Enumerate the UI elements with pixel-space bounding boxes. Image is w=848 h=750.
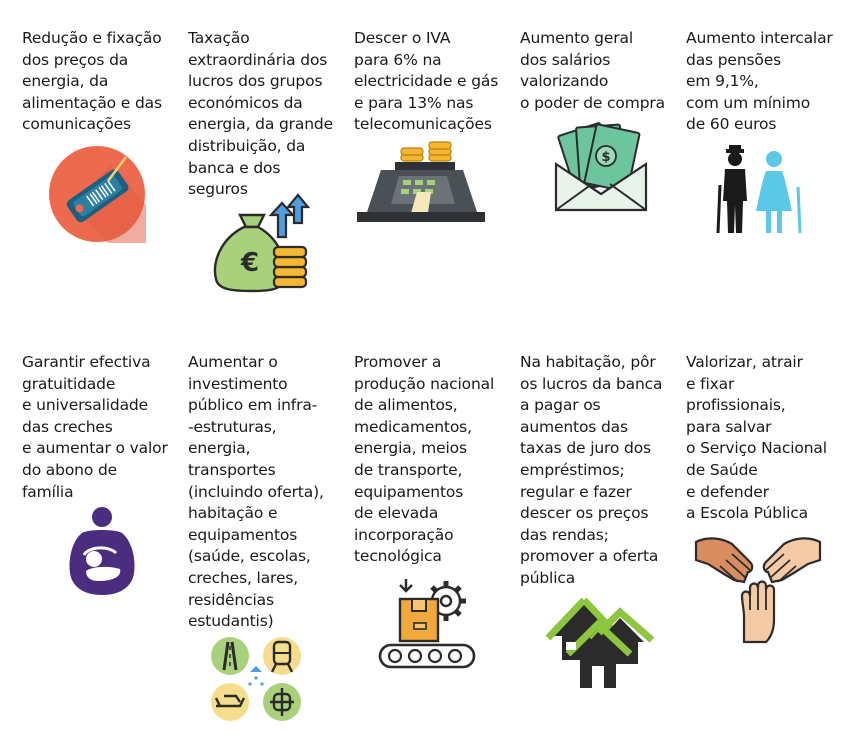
measure-text: Valorizar, atrair e fixar profissionais, para salvar o Serviço Nacional de Saúde e defender a Escola Pública bbox=[686, 353, 827, 523]
production-conveyor-icon bbox=[378, 575, 476, 671]
elderly-couple-icon bbox=[716, 145, 808, 235]
money-envelope-icon bbox=[552, 120, 650, 214]
measure-text: Descer o IVA para 6% na electricidade e gás e para 13% nas telecomunicações bbox=[354, 29, 499, 134]
joined-hands-icon bbox=[694, 530, 822, 644]
measure-text: Taxação extraordinária dos lucros dos grupos económicos da energia, da grande distribuição, da banca e dos seguros bbox=[188, 29, 333, 199]
measure-text: Promover a produção nacional de alimentos, medicamentos, energia, meios de transporte, equipamentos de elevada incorporação tecnológica bbox=[354, 353, 495, 566]
svg-text:$: $ bbox=[601, 150, 611, 165]
houses-icon bbox=[544, 598, 654, 690]
price-tag-icon bbox=[48, 145, 146, 243]
measure-text: Aumento intercalar das pensões em 9,1%, com um mínimo de 60 euros bbox=[686, 29, 833, 134]
money-bag-euro-icon bbox=[210, 193, 312, 295]
transport-infrastructure-icon bbox=[210, 636, 306, 722]
mother-baby-icon bbox=[68, 507, 136, 595]
measure-text: Aumentar o investimento público em infra- -estruturas, energia, transportes (incluindo oferta), habitação e equipamentos (saúde, escolas, creches, lares, residências estudantis) bbox=[188, 353, 324, 631]
measure-text: Aumento geral dos salários valorizando o poder de compra bbox=[520, 29, 665, 112]
measure-text: Na habitação, pôr os lucros da banca a pagar os aumentos das taxas de juro dos empréstimos; regular e fazer descer os preços das rendas; promover a oferta pública bbox=[520, 353, 663, 587]
measure-text: Garantir efectiva gratuitidade e universalidade das creches e aumentar o valor do abono de família bbox=[22, 353, 168, 501]
cash-register-icon bbox=[355, 140, 487, 224]
svg-text:€: € bbox=[240, 248, 260, 278]
measure-text: Redução e fixação dos preços da energia, da alimentação e das comunicações bbox=[22, 29, 162, 134]
